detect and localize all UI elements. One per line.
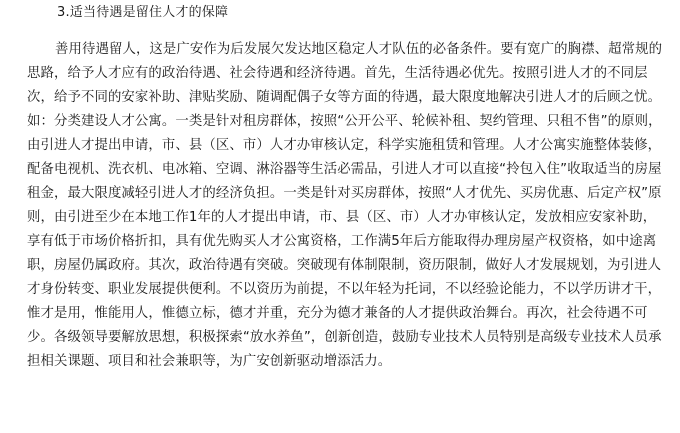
section-heading: 3.适当待遇是留住人才的保障 xyxy=(57,5,229,20)
paragraph-line: 职，房屋仍属政府。其次，政治待遇有突破。突破现有体制限制，资历限制，做好人才发展规划，为引进人 xyxy=(27,258,662,273)
paragraph-line: 少。各级领导要解放思想，积极探索“放水养鱼”，创新创造，鼓励专业技术人员特别是高级专业技术人员承 xyxy=(27,330,662,345)
paragraph-line: 由引进人才提出申请，市、县（区、市）人才办审核认定，科学实施租赁和管理。人才公寓实施整体装修， xyxy=(27,138,662,153)
paragraph-line: 配备电视机、洗衣机、电冰箱、空调、淋浴器等生活必需品，引进人才可以直接“拎包入住”收取适当的房屋 xyxy=(27,162,662,177)
paragraph-line: 善用待遇留人，这是广安作为后发展欠发达地区稳定人才队伍的必备条件。要有宽广的胸襟、超常规的 xyxy=(55,42,663,57)
paragraph-line: 租金，最大限度减轻引进人才的经济负担。一类是针对买房群体，按照“人才优先、买房优惠、后定产权”原 xyxy=(27,186,662,201)
paragraph-line: 如：分类建设人才公寓。一类是针对租房群体，按照“公开公平、轮候补租、契约管理、只租不售”的原则， xyxy=(27,114,662,129)
paragraph-line: 思路，给予人才应有的政治待遇、社会待遇和经济待遇。首先，生活待遇必优先。按照引进人才的不同层 xyxy=(27,66,648,81)
paragraph-line: 则，由引进至少在本地工作1年的人才提出申请，市、县（区、市）人才办审核认定，发放相应安家补助， xyxy=(27,210,657,225)
paragraph-line: 惟才是用，惟能用人，惟德立标，德才并重，充分为德才兼备的人才提供政治舞台。再次，社会待遇不可 xyxy=(27,306,648,321)
paragraph-line: 享有低于市场价格折扣，具有优先购买人才公寓资格，工作满5年后方能取得办理房屋产权资格，如中途离 xyxy=(27,234,657,249)
paragraph-line: 担相关课题、项目和社会兼职等，为广安创新驱动增添活力。 xyxy=(27,354,392,369)
paragraph-line: 次，给予不同的安家补助、津贴奖励、随调配偶子女等方面的待遇，最大限度地解决引进人才的后顾之忧。 xyxy=(27,90,662,105)
paragraph-line: 才身份转变、职业发展提供便利。不以资历为前提，不以年轻为托词，不以经验论能力，不以学历讲才干， xyxy=(27,282,662,297)
